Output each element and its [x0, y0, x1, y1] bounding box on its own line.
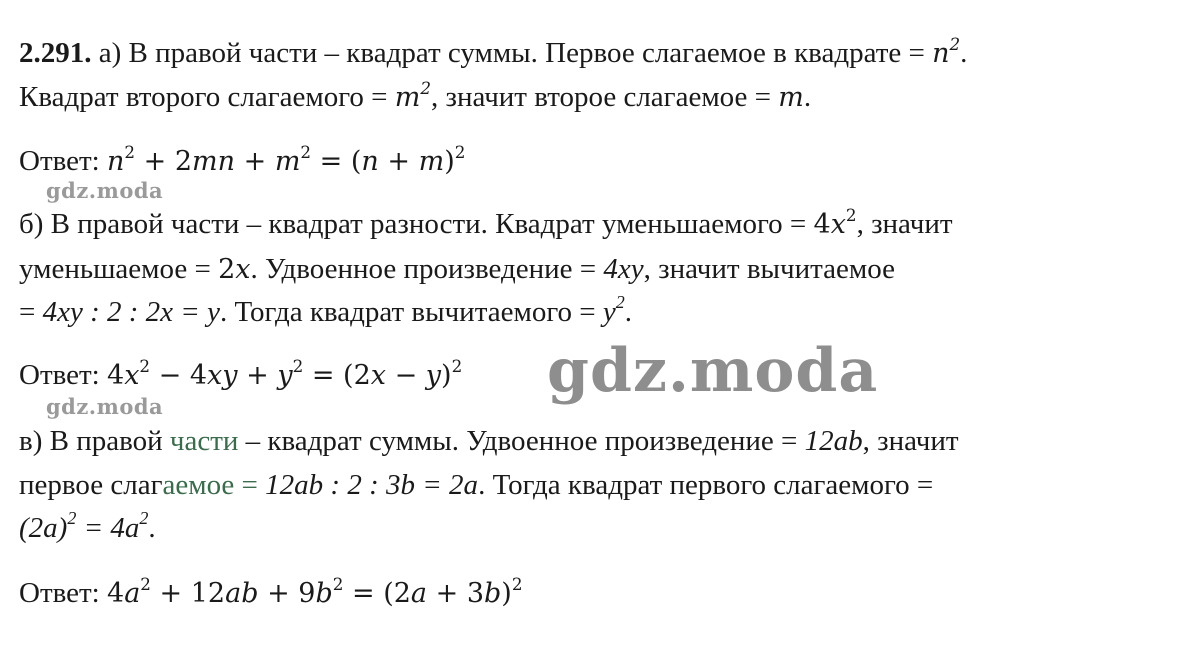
part-c-answer — [19, 573, 523, 611]
part-b-text-2c: , значит вычитаемое — [643, 253, 895, 285]
math-m-squared: $m^2$ — [394, 77, 432, 113]
answer-label: Ответ: — [19, 145, 107, 177]
part-b-text-2: уменьшаемое = — [19, 253, 219, 285]
part-b-text-1b: , значит — [856, 208, 953, 240]
part-c-text-1c: , значит — [862, 425, 959, 457]
math-m: m — [778, 82, 804, 113]
watermark-small-2: gdz.moda — [46, 394, 164, 419]
part-a-text-2: Квадрат второго слагаемого = — [19, 81, 395, 113]
part-b-text-2b: . Удвоенное произведение = — [250, 253, 604, 285]
part-c-line-1 — [19, 424, 959, 458]
part-b-answer — [19, 355, 463, 393]
math-4x-squared: $4x^2$ — [813, 204, 857, 240]
math-b-expr: 4xy : 2 : 2x = y — [42, 296, 220, 328]
watermark-small-1: gdz.moda — [46, 178, 164, 203]
part-a-line-1: 2.291. а) В правой части – квадрат суммы. Первое слагаемое в квадрате = $n^2$. — [19, 33, 968, 69]
part-b-text-3: = — [19, 296, 43, 328]
part-c-text-2b: . Тогда квадрат первого слагаемого = — [478, 469, 934, 501]
part-b-line-2 — [19, 252, 895, 287]
part-a-text-1: а) В правой части – квадрат суммы. Первое слагаемое в квадрате = — [91, 37, 933, 69]
math-answer-c: $4a^2 + 12ab + 9b^2 = (2a + 3b)^2$ — [107, 573, 523, 609]
part-a-text-2b: , значит второе слагаемое = — [431, 81, 779, 113]
part-b-text-1: б) В правой части – квадрат разности. Квадрат уменьшаемого = — [19, 208, 814, 240]
watermark-big: gdz.moda — [547, 336, 879, 406]
answer-label: Ответ: — [19, 359, 107, 391]
math-c-expr: 12ab : 2 : 3b = 2a — [265, 469, 479, 501]
part-c-text-2-green: аемое = — [162, 469, 258, 501]
part-c-text-1-green: части — [169, 425, 239, 457]
part-b-line-3: = 4xy : 2 : 2x = y. Тогда квадрат вычитаемого = $y^2$. — [19, 291, 632, 328]
math-answer-a: $n^2 + 2mn + m^2 = (n + m)^2$ — [107, 141, 466, 177]
part-c-line-3: $(2a)^2 = 4a^2$. — [19, 507, 156, 544]
math-2x: 2x — [218, 254, 251, 285]
math-answer-b: $4x^2 - 4xy + y^2 = (2x - y)^2$ — [107, 355, 463, 391]
answer-label: Ответ: — [19, 577, 107, 609]
math-y-squared: $y^2$ — [602, 291, 625, 328]
part-b-text-3b: . Тогда квадрат вычитаемого = — [219, 296, 603, 328]
part-a-answer — [19, 141, 466, 179]
part-b-line-1 — [19, 204, 953, 242]
part-a-line-2: Квадрат второго слагаемого = $m^2$, значит второе слагаемое = m. — [19, 77, 812, 113]
part-c-text-1b: – квадрат суммы. Удвоенное произведение = — [238, 425, 805, 457]
math-2a-squared: $(2a)^2 = 4a^2$ — [19, 507, 149, 544]
part-c-line-2 — [19, 468, 933, 502]
part-c-text-2a: первое слаг — [19, 469, 163, 501]
math-n-squared: $n^2$ — [932, 33, 961, 69]
math-4xy: 4xy — [603, 253, 644, 285]
problem-number: 2.291. — [19, 37, 92, 69]
part-c-text-1a: в) В правой — [19, 425, 170, 457]
math-12ab: 12ab — [804, 425, 863, 457]
